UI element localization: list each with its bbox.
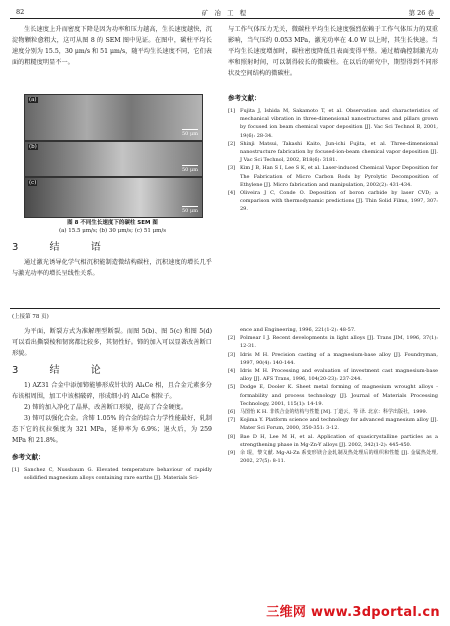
body-paragraph: 与工作气体压力无关，微碳柱平均生长速度强烈依赖于工作气体压力的双重影响，当气压约 0.053 MPa，激光功率在 4.0 W 以上时，其生长快速。当平均生长速度增加时，碳柱密度降低且表面变得平整。通过精确控制激光功率和照射时间，可以制得较长的微碳柱。在以后的研究中，期望得到不同形状及空间结构的微碳柱。	[228, 26, 438, 77]
panel-label: (b)	[29, 144, 37, 150]
journal-name: 矿 冶 工 程	[201, 9, 249, 17]
reference-item	[228, 351, 438, 367]
reference-number: [5]	[228, 384, 236, 391]
conclusion-item: 3) 铈可以强化合金。含铈 1.05% 的合金的综合力学性能最好，轧制态下它的抗拉强度为 321 MPa，延伸率为 6.9%；退火后，为 259 MPa 和 21.8%。	[12, 415, 212, 444]
panel-label: (c)	[29, 180, 37, 186]
bottom-right-column	[228, 326, 438, 465]
reference-text: Shinji Matsui, Takashi Kaito, Jun-ichi Fujita, et al. Three-dimensional nanostructure fabrication by focused-ion-beam chemical vapor deposition [J]. J Vac Sci Technol, 2002, B18(6): 3181.	[240, 140, 438, 164]
running-header	[10, 6, 440, 19]
reference-text: Sanchez C, Nussbaum G. Elevated temperature behaviour of rapidly solidified magnesium alloys containing rare earths [J]. Materials Sci-	[24, 467, 212, 482]
conclusion-item: 1) AZ31 合金中添加铈能够形成针状的 Al₄Ce 相，且合金元素多分布该相周围，加工中该相破碎，形成细小的 Al₄Ce 相粒子。	[12, 382, 212, 400]
reference-list	[228, 326, 438, 465]
reference-number: [3]	[228, 351, 236, 358]
reference-text: Kojima Y. Platform science and technology for advanced magnesium alloy [J]. Mater Sci Forum, 2000, 350-351: 3-12.	[240, 417, 438, 432]
references-title: 参考文献：	[12, 453, 45, 461]
reference-item	[228, 334, 438, 350]
sem-panel-a	[24, 94, 203, 141]
reference-item	[12, 466, 212, 482]
reference-item	[228, 383, 438, 408]
reference-number	[228, 326, 240, 334]
bottom-left-column	[12, 326, 212, 482]
reference-list	[12, 466, 212, 482]
sem-panel-b	[24, 141, 203, 177]
volume-label: 第 26 卷	[408, 9, 434, 17]
top-left-column	[12, 24, 212, 68]
reference-text: Oliveira J C, Conde O. Deposition of boron carbide by laser CVD; a comparison with thermodynamic predictions [J]. Thin Solid Films, 1997, 307: 29.	[240, 190, 438, 213]
reference-item	[228, 367, 438, 383]
reference-number: [2]	[228, 140, 236, 147]
reference-item	[228, 408, 438, 416]
panel-label: (a)	[29, 97, 37, 103]
reference-number: [2]	[228, 335, 236, 342]
reference-item	[228, 416, 438, 432]
section-title: 3 结 论	[12, 365, 115, 376]
conclusion-paragraph: 通过激光诱导化学气相沉积能制造微结构碳柱，沉积速度的增长几乎与激光功率的增长呈线性关系。	[12, 259, 212, 277]
section-title: 3 结 语	[12, 242, 115, 253]
reference-text: Idris M H. Processing and evaluation of investment cast magnesium-base alloy [J]. AFS Trans, 1996, 104(20-23): 237-244.	[240, 368, 438, 383]
reference-list	[228, 107, 438, 214]
reference-text: Fujita J, Ishida M, Sakamoto T, et al. Observation and characteristics of mechanical vibration in three-dimensional nanostructures and pillars grown by focused ion beam chemical vapor deposition [J]. Vac Sci Technol B, 2001, 19(6): 28-34.	[240, 108, 438, 139]
reference-number: [4]	[228, 190, 236, 197]
reference-number: [1]	[228, 108, 236, 114]
site-watermark: 三维网 www.3dportal.cn	[266, 605, 440, 620]
reference-item	[228, 140, 438, 165]
reference-text: Idris M H. Precision casting of a magnesium-base alloy [J]. Foundryman, 1997, 90(4): 140-144.	[240, 351, 438, 366]
reference-text: 余 琨，黎文献. Mg-Al-Zn 系变形镁合金轧制及热处理后的组织和性能 [J]. 金属热处理, 2002, 27(5): 8-11.	[240, 450, 438, 465]
reference-item	[228, 164, 438, 189]
reference-text: Dodge E, Dooler K. Sheet metal forming of magnesium wrought alloys - formability and process technology [J]. Journal of Materials Processing Technology, 2001, 115(1): 14-19.	[240, 384, 438, 407]
reference-item	[228, 433, 438, 449]
reference-text: ence and Engineering, 1996, 221(1-2): 48-57.	[240, 327, 356, 333]
caption-title: 图 8 不同生长速度下的碳柱 SEM 图	[67, 220, 158, 226]
reference-text: Kim J B, Han S I, Lee S K, et al. Laser-induced Chemical Vapor Deposition for The Fabrication of Micro Carbon Rods by Pyrolytic Decomposition of Ethylene [J]. Micro fabrication and manipulation, 2002(2): 431-434.	[240, 165, 438, 188]
reference-number: [6]	[228, 409, 236, 416]
references-title: 参考文献：	[228, 94, 261, 102]
body-paragraph: 为平面，断裂方式为准解理型断裂。而图 5(b)、图 5(c) 和图 5(d) 可以看出撕裂棱和韧窝都比较多，其韧性好。铈的加入可以显著改善断口形貌。	[12, 328, 212, 357]
continuation-note: (上接第 78 页)	[12, 314, 49, 320]
reference-number: [1]	[12, 467, 20, 473]
page-number: 82	[16, 8, 25, 16]
reference-number: [9]	[228, 450, 236, 457]
reference-text: 马图怡 K H. 非铁合金的结构与性能 [M]. 丁道云，等 译. 北京：科学出版社，1999.	[240, 409, 428, 416]
scale-bar: 50 μm	[182, 206, 198, 215]
caption-subtitle: (a) 15.5 μm/s; (b) 30 μm/s; (c) 51 μm/s	[58, 228, 167, 234]
conclusion-item: 2) 铈的加入净化了晶界，改善断口形貌，提高了合金硬度。	[24, 404, 188, 411]
reference-number: [3]	[228, 165, 236, 172]
reference-text: Bae D H, Lee M H, et al. Application of quasicrystalline particles as a strengthening phase in Mg-Zn-Y alloys [J]. 2002, 342(1-2): 445-450.	[240, 433, 438, 448]
reference-number: [7]	[228, 417, 236, 424]
reference-item	[228, 449, 438, 465]
reference-item	[228, 107, 438, 140]
figure-caption	[24, 219, 201, 235]
top-right-column	[228, 24, 438, 214]
scale-bar: 50 μm	[182, 129, 198, 138]
reference-text: Polmear I J. Recent developments in light alloys [J]. Trans JIM, 1996, 37(1): 12-31.	[240, 335, 438, 350]
reference-item	[228, 326, 438, 334]
body-paragraph: 生长速度上升而密度下降是因为功率和压力越高，生长速度越快，沉淀物颗粒愈粗大，这可从图 8 的 SEM 图中见证。在图中，碳柱平均长速度分别为 15.5，30 μm/s 和 51 μm/s，随平均生长速度不同，它们表面的粗糙度明显不一。	[12, 26, 212, 66]
section-divider	[10, 308, 440, 309]
scale-bar: 50 μm	[182, 165, 198, 174]
sem-panel-c	[24, 177, 203, 218]
reference-number: [4]	[228, 368, 236, 375]
top-left-conclusion	[12, 236, 212, 279]
reference-item	[228, 189, 438, 214]
reference-number: [8]	[228, 433, 236, 440]
